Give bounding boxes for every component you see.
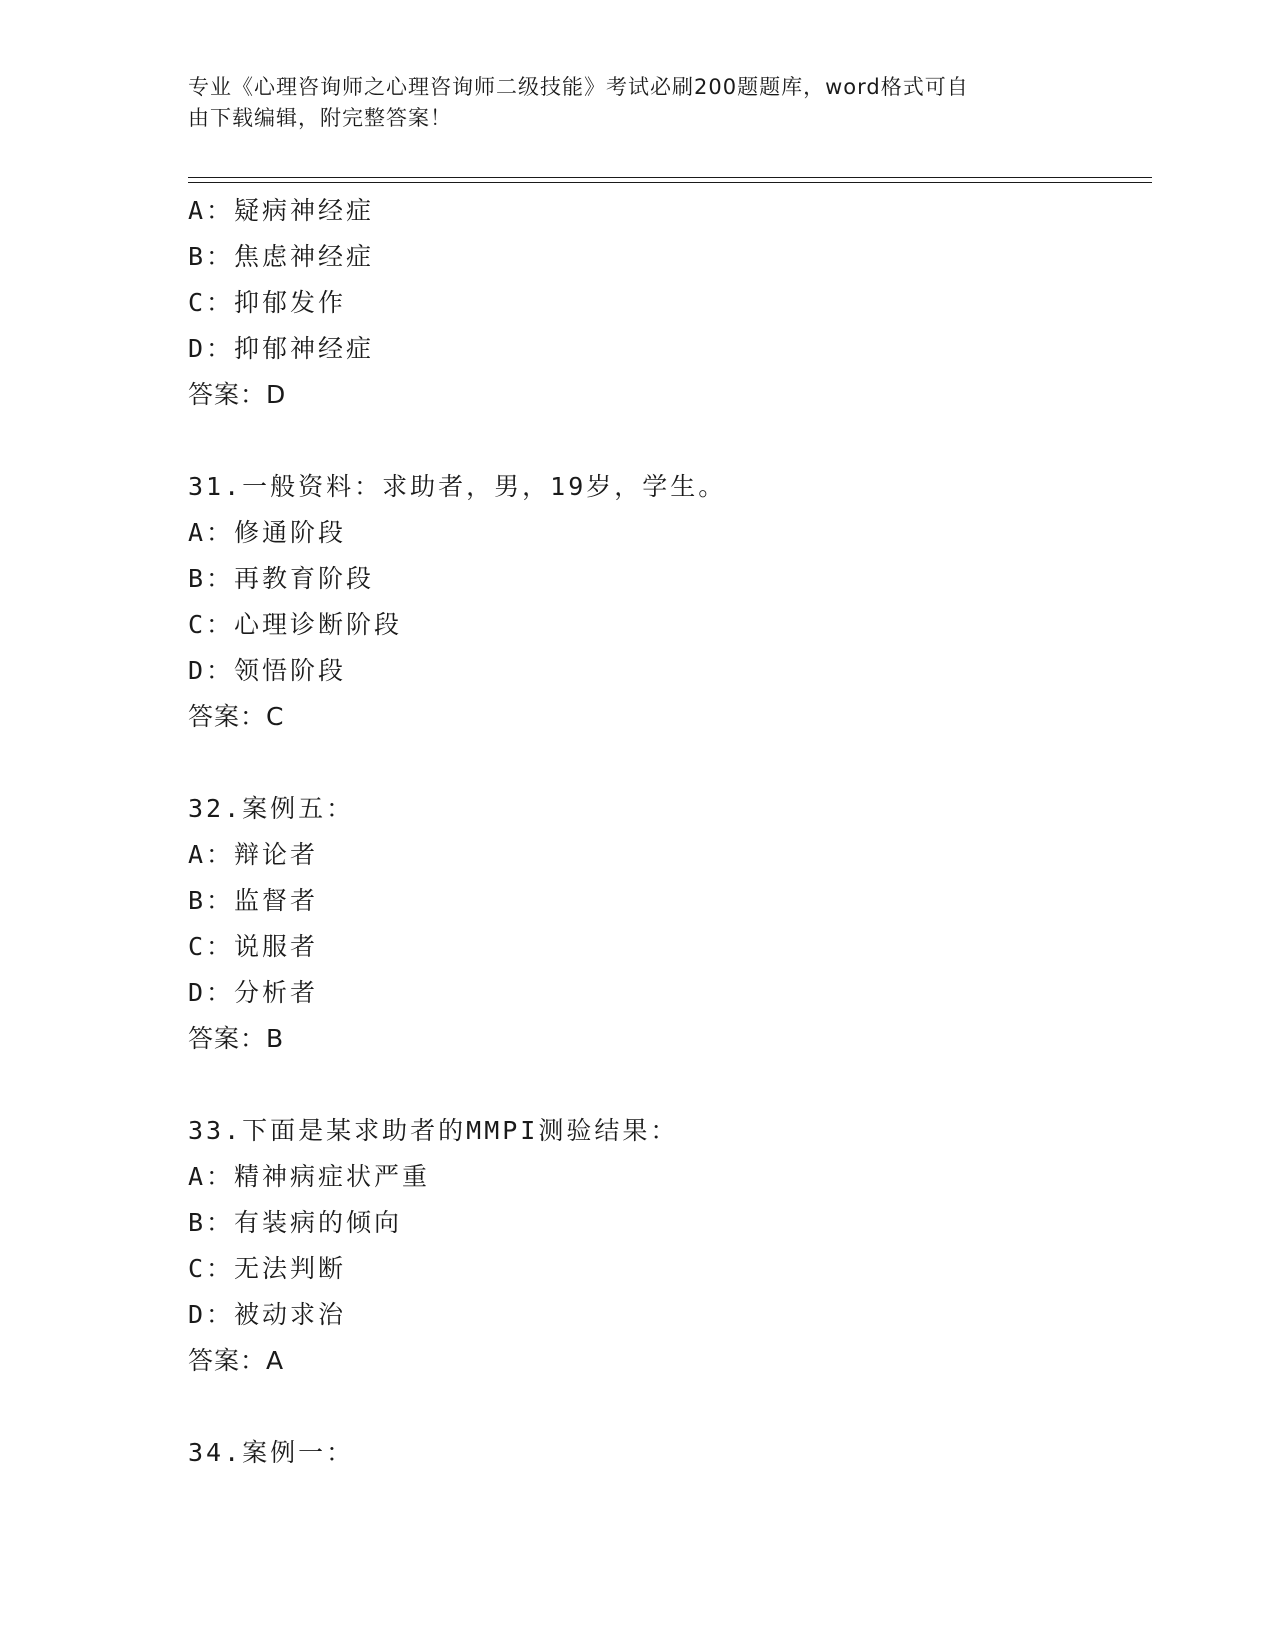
option-a: A：辩论者 bbox=[188, 840, 319, 869]
option-b: B：有装病的倾向 bbox=[188, 1208, 403, 1237]
option-b: B：焦虑神经症 bbox=[188, 242, 375, 271]
answer-line: 答案：A bbox=[188, 1346, 285, 1375]
question-text: 33.下面是某求助者的MMPI测验结果： bbox=[188, 1116, 679, 1145]
option-d: D：被动求治 bbox=[188, 1300, 347, 1329]
answer-line: 答案：D bbox=[188, 380, 287, 409]
spacer bbox=[188, 418, 1148, 464]
spacer bbox=[188, 1384, 1148, 1430]
header-rule-top bbox=[188, 177, 1152, 178]
option-d: D：分析者 bbox=[188, 978, 319, 1007]
option-c: C：心理诊断阶段 bbox=[188, 610, 403, 639]
option-c: C：抑郁发作 bbox=[188, 288, 347, 317]
question-list bbox=[188, 188, 1148, 1476]
option-b: B：再教育阶段 bbox=[188, 564, 375, 593]
option-a: A：修通阶段 bbox=[188, 518, 347, 547]
question-text: 31.一般资料：求助者，男，19岁，学生。 bbox=[188, 472, 727, 501]
option-c: C：无法判断 bbox=[188, 1254, 347, 1283]
spacer bbox=[188, 740, 1148, 786]
option-b: B：监督者 bbox=[188, 886, 319, 915]
answer-line: 答案：C bbox=[188, 702, 285, 731]
option-a: A：疑病神经症 bbox=[188, 196, 375, 225]
question-block-32 bbox=[188, 786, 1148, 1062]
spacer bbox=[188, 1062, 1148, 1108]
question-text: 34.案例一： bbox=[188, 1438, 355, 1467]
question-block-33 bbox=[188, 1108, 1148, 1384]
question-text: 32.案例五： bbox=[188, 794, 355, 823]
option-a: A：精神病症状严重 bbox=[188, 1162, 431, 1191]
question-block-31 bbox=[188, 464, 1148, 740]
header-line-1: 专业《心理咨询师之心理咨询师二级技能》考试必刷200题题库，word格式可自 bbox=[188, 75, 969, 99]
document-header bbox=[188, 72, 1088, 134]
header-line-2: 由下载编辑，附完整答案！ bbox=[188, 106, 452, 130]
answer-line: 答案：B bbox=[188, 1024, 285, 1053]
question-block-30 bbox=[188, 188, 1148, 418]
option-c: C：说服者 bbox=[188, 932, 319, 961]
question-block-34 bbox=[188, 1430, 1148, 1476]
option-d: D：抑郁神经症 bbox=[188, 334, 375, 363]
header-rule-bottom bbox=[188, 182, 1152, 183]
option-d: D：领悟阶段 bbox=[188, 656, 347, 685]
